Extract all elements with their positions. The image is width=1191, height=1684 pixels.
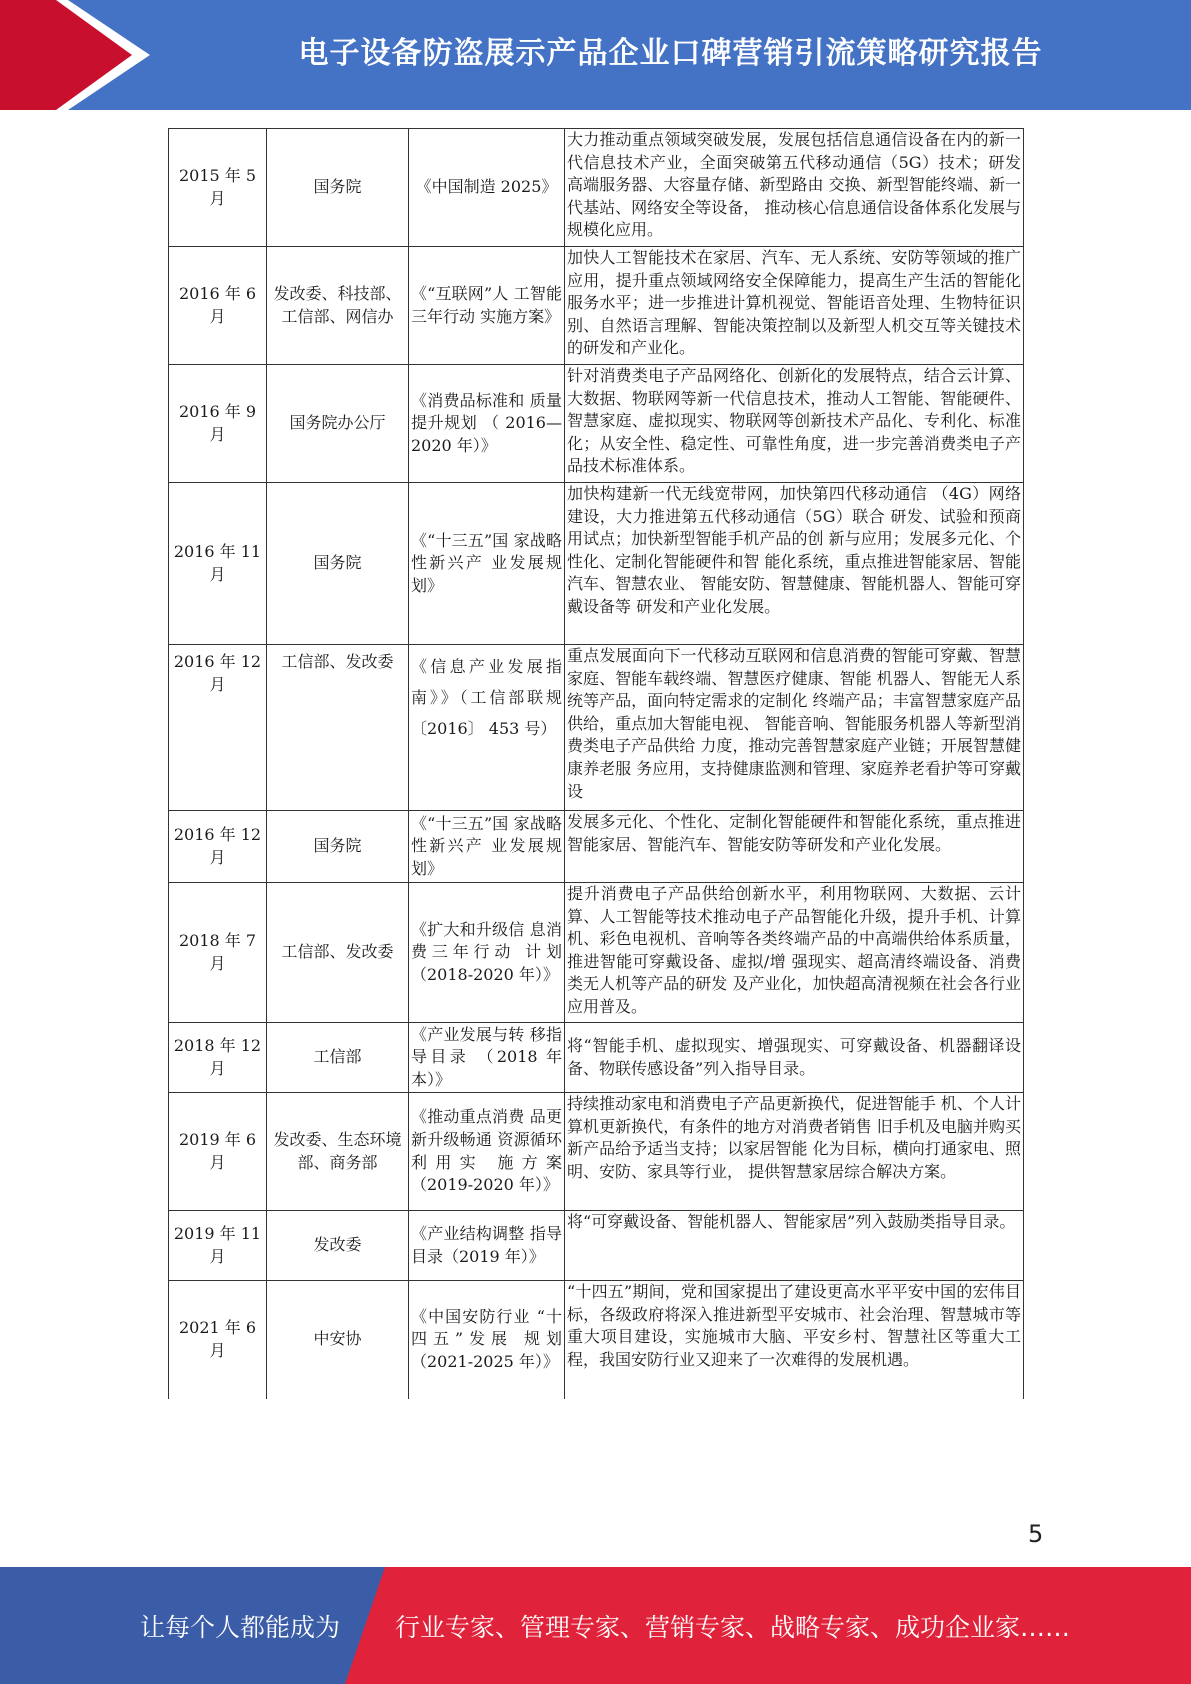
content-cell: 重点发展面向下一代移动互联网和信息消费的智能可穿戴、智慧家庭、智能车载终端、智慧医疗健康、智能 机器人、智能无人系统等产品，面向特定需求的定制化 终端产品；丰富智慧家庭产品供给，重点加大智能电视、 智能音响、智能服务机器人等新型消费类电子产品供给 力度，推动完善智慧家庭产业链；开展智慧健康养老服 务应用，支持健康监测和管理、家庭养老看护等可穿戴 设 <box>565 645 1024 811</box>
content-cell: 将“可穿戴设备、智能机器人、智能家居”列入鼓励类指导目录。 <box>565 1211 1024 1281</box>
org-cell: 工信部、发改委 <box>267 645 409 811</box>
policy-cell: 《“互联网”人 工智能三年行动 实施方案》 <box>409 247 565 365</box>
policy-cell: 《中国安防行业 “十四五”发展 规划（2021-2025 年）》 <box>409 1281 565 1399</box>
date-cell: 2018 年 7 月 <box>169 883 267 1023</box>
page-title: 电子设备防盗展示产品企业口碑营销引流策略研究报告 <box>298 36 1043 71</box>
date-cell: 2018 年 12 月 <box>169 1023 267 1093</box>
date-cell: 2016 年 9 月 <box>169 365 267 483</box>
table-row <box>169 247 1024 365</box>
org-cell: 国务院 <box>267 811 409 883</box>
table-row <box>169 1211 1024 1281</box>
table-row <box>169 1281 1024 1399</box>
policy-table-container <box>168 128 1023 1399</box>
table-row <box>169 129 1024 247</box>
date-cell: 2019 年 6 月 <box>169 1093 267 1211</box>
table-row <box>169 811 1024 883</box>
policy-cell: 《消费品标准和 质量提升规划 （ 2016—2020 年）》 <box>409 365 565 483</box>
date-cell: 2016 年 12 月 <box>169 811 267 883</box>
org-cell: 国务院 <box>267 483 409 645</box>
org-cell: 工信部 <box>267 1023 409 1093</box>
policy-cell: 《推动重点消费 品更新升级畅通 资源循环利用实 施方案（2019-2020 年）》 <box>409 1093 565 1211</box>
content-cell: 加快人工智能技术在家居、汽车、无人系统、安防等领域的推广应用，提升重点领域网络安全保障能力，提高生产生活的智能化服务水平；进一步推进计算机视觉、智能语音处理、生物特征识别、自然语言理解、智能决策控制以及新型人机交互等关键技术的研发和产业化。 <box>565 247 1024 365</box>
policy-table <box>168 128 1024 1399</box>
org-cell: 国务院办公厅 <box>267 365 409 483</box>
date-cell: 2015 年 5 月 <box>169 129 267 247</box>
table-row <box>169 483 1024 645</box>
org-cell: 国务院 <box>267 129 409 247</box>
content-cell: 加快构建新一代无线宽带网，加快第四代移动通信 （4G）网络建设，大力推进第五代移动通信（5G）联合 研发、试验和预商用试点；加快新型智能手机产品的创 新与应用；发展多元化、个性化、定制化智能硬件和智 能化系统，重点推进智能家居、智能汽车、智慧农业、 智能安防、智慧健康、智能机器人、智能可穿戴设备等 研发和产业化发展。 <box>565 483 1024 645</box>
content-cell: 针对消费类电子产品网络化、创新化的发展特点，结合云计算、大数据、物联网等新一代信息技术，推动人工智能、智能硬件、智慧家庭、虚拟现实、物联网等创新技术产品化、专利化、标准化；从安全性、稳定性、可靠性角度，进一步完善消费类电子产品技术标准体系。 <box>565 365 1024 483</box>
date-cell: 2021 年 6 月 <box>169 1281 267 1399</box>
header-arrow-decoration <box>0 0 150 110</box>
org-cell: 发改委、科技部、工信部、网信办 <box>267 247 409 365</box>
policy-cell: 《“十三五”国 家战略性新兴产 业发展规划》 <box>409 811 565 883</box>
date-cell: 2016 年 11 月 <box>169 483 267 645</box>
content-cell: 将“智能手机、虚拟现实、增强现实、可穿戴设备、机器翻译设备、物联传感设备”列入指导目录。 <box>565 1023 1024 1093</box>
footer-slogan-right: 行业专家、管理专家、营销专家、战略专家、成功企业家…… <box>395 1612 1071 1642</box>
content-cell: 发展多元化、个性化、定制化智能硬件和智能化系统，重点推进智能家居、智能汽车、智能安防等研发和产业化发展。 <box>565 811 1024 883</box>
page-number: 5 <box>1028 1520 1044 1548</box>
org-cell: 发改委 <box>267 1211 409 1281</box>
table-row <box>169 365 1024 483</box>
table-row <box>169 1023 1024 1093</box>
date-cell: 2019 年 11 月 <box>169 1211 267 1281</box>
policy-cell: 《“十三五”国 家战略性新兴产 业发展规划》 <box>409 483 565 645</box>
policy-cell: 《产业结构调整 指导目录（2019 年）》 <box>409 1211 565 1281</box>
table-row <box>169 645 1024 811</box>
table-row <box>169 1093 1024 1211</box>
footer-slogan-left: 让每个人都能成为 <box>140 1612 341 1642</box>
policy-cell: 《中国制造 2025》 <box>409 129 565 247</box>
date-cell: 2016 年 6 月 <box>169 247 267 365</box>
org-cell: 工信部、发改委 <box>267 883 409 1023</box>
content-cell: “十四五”期间，党和国家提出了建设更高水平平安中国的宏伟目标，各级政府将深入推进新型平安城市、社会治理、智慧城市等重大项目建设，实施城市大脑、平安乡村、智慧社区等重大工程，我国安防行业又迎来了一次难得的发展机遇。 <box>565 1281 1024 1399</box>
content-cell: 大力推动重点领域突破发展，发展包括信息通信设备在内的新一代信息技术产业，全面突破第五代移动通信（5G）技术；研发高端服务器、大容量存储、新型路由 交换、新型智能终端、新一代基站、网络安全等设备， 推动核心信息通信设备体系化发展与规模化应用。 <box>565 129 1024 247</box>
page-footer <box>0 1567 1191 1684</box>
org-cell: 中安协 <box>267 1281 409 1399</box>
page-header <box>0 0 1191 110</box>
date-cell: 2016 年 12 月 <box>169 645 267 811</box>
org-cell: 发改委、生态环境部、商务部 <box>267 1093 409 1211</box>
table-row <box>169 883 1024 1023</box>
content-cell: 持续推动家电和消费电子产品更新换代，促进智能手 机、个人计算机更新换代，有条件的地方对消费者销售 旧手机及电脑并购买新产品给予适当支持；以家居智能 化为目标，横向打通家电、照明、安防、家具等行业， 提供智慧家居综合解决方案。 <box>565 1093 1024 1211</box>
policy-cell: 《扩大和升级信 息消费三年行动 计划（2018-2020 年）》 <box>409 883 565 1023</box>
content-cell: 提升消费电子产品供给创新水平，利用物联网、大数据、云计算、人工智能等技术推动电子产品智能化升级，提升手机、计算机、彩色电视机、音响等各类终端产品的中高端供给体系质量，推进智能可穿戴设备、虚拟/增 强现实、超高清终端设备、消费类无人机等产品的研发 及产业化，加快超高清视频在社会各行业应用普及。 <box>565 883 1024 1023</box>
policy-cell: 《信息产业发展指南》》（工信部联规〔2016〕 453 号） <box>409 645 565 811</box>
policy-cell: 《产业发展与转 移指导目录 （2018 年本）》 <box>409 1023 565 1093</box>
